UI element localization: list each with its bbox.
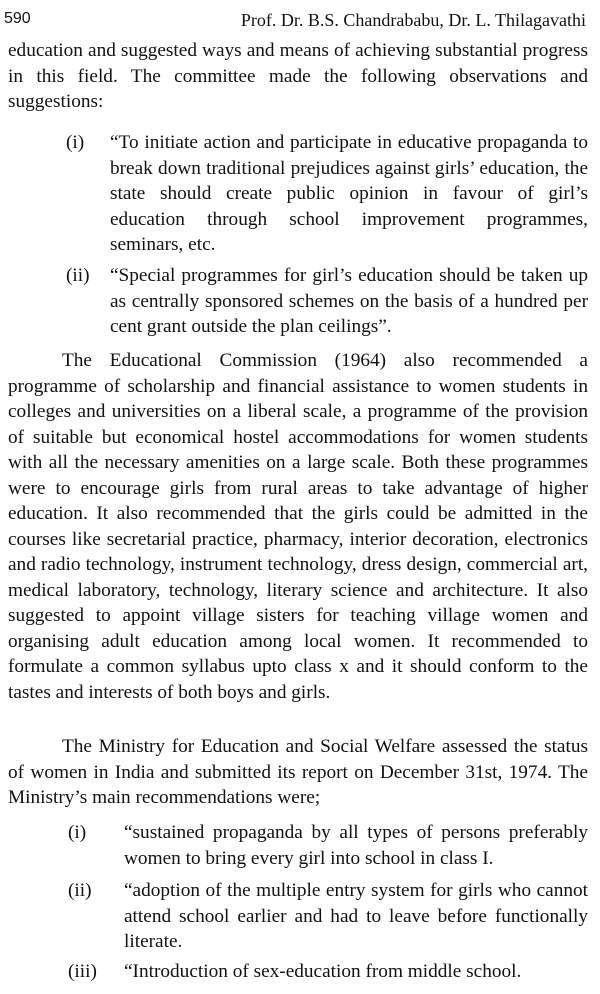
page-header [4, 10, 586, 34]
list-item-text: “sustained propaganda by all types of persons preferably women to bring every girl into school in class I. [124, 822, 588, 869]
running-head: Prof. Dr. B.S. Chandrababu, Dr. L. Thilagavathi [240, 10, 586, 30]
list-item-text: “Introduction of sex-education from middle school. [124, 961, 522, 982]
list-item-label: (i) [66, 132, 85, 153]
list-item-label: (ii) [66, 265, 90, 286]
list-item-label: (iii) [68, 961, 97, 982]
paragraph-intro: education and suggested ways and means of achieving substantial progress in this field. The committee made the following observations and suggestions: [8, 40, 588, 112]
list-item [68, 878, 588, 955]
list-item-text: “adoption of the multiple entry system for girls who cannot attend school earlier and had to leave before functionally literate. [124, 880, 588, 952]
paragraph-educational-commission: The Educational Commission (1964) also recommended a programme of scholarship and financial assistance to women students in colleges and universities on a liberal scale, a programme of the provision of suitable but economical hostel accommodations for women students with all the necessary amenities on a large scale. Both these programmes were to encourage girls from rural areas to take advantage of higher education. It also recommended that the girls could be admitted in the courses like secretarial practice, pharmacy, interior decoration, electronics and radio technology, instrument technology, dress design, commercial art, medical laboratory, technology, literary science and architecture. It also suggested to appoint village sisters for teaching village women and organising adult education among local women. It recommended to formulate a common syllabus upto class x and it should conform to the tastes and interests of both boys and girls. [8, 350, 588, 703]
list-item-label: (ii) [68, 880, 92, 901]
list-item [66, 263, 588, 340]
list-item [66, 130, 588, 258]
list-item [68, 959, 588, 985]
list-item-label: (i) [68, 822, 87, 843]
list-item [68, 820, 588, 871]
list-item-text: “Special programmes for girl’s education should be taken up as centrally sponsored schemes on the basis of a hundred per cent grant outside the plan ceilings”. [110, 265, 588, 337]
list-item-text: “To initiate action and participate in educative propaganda to break down traditional prejudices against girls’ education, the state should create public opinion in favour of girl’s education through school improvement programmes, seminars, etc. [110, 132, 588, 255]
page-number: 590 [4, 10, 31, 27]
paragraph-ministry: The Ministry for Education and Social Welfare assessed the status of women in India and submitted its report on December 31st, 1974. The Ministry’s main recommendations were; [8, 736, 588, 808]
